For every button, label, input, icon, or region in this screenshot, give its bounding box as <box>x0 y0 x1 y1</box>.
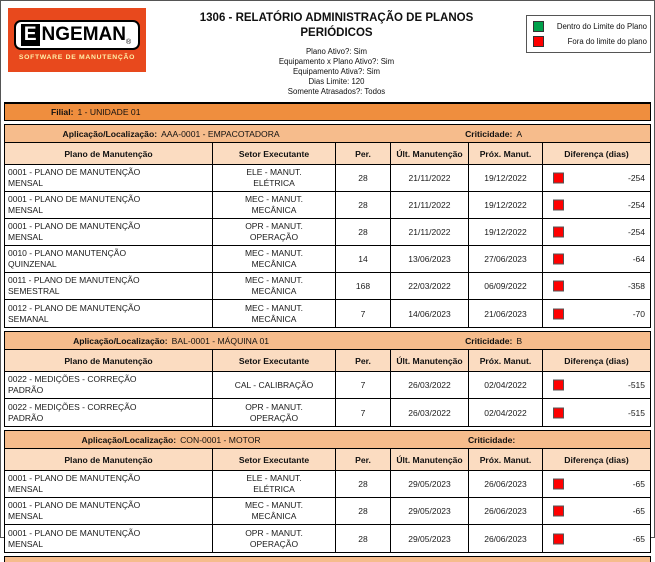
difference-cell <box>543 471 650 497</box>
location-cell <box>5 332 337 349</box>
location-cell <box>5 125 337 142</box>
report-filters <box>151 47 522 97</box>
next-maintenance-cell: 26/06/2023 <box>469 471 543 497</box>
sector-cell: MEC - MANUT. MECÂNICA <box>213 300 336 327</box>
report-header <box>1 1 654 102</box>
status-legend <box>526 15 651 53</box>
last-maintenance-cell: 26/03/2022 <box>391 372 469 398</box>
status-square-icon <box>553 227 564 238</box>
table-row <box>5 219 650 246</box>
legend-label: Fora do limite do plano <box>567 37 647 47</box>
column-header: Plano de Manutenção <box>5 449 213 470</box>
difference-value: -254 <box>627 200 645 210</box>
period-cell: 28 <box>336 192 391 218</box>
filial-label: Filial: <box>51 107 74 117</box>
status-square-icon <box>553 479 564 490</box>
sector-cell: CAL - CALIBRAÇÃO <box>213 372 336 398</box>
difference-cell <box>543 300 650 327</box>
last-maintenance-cell: 29/05/2023 <box>391 498 469 524</box>
column-header: Per. <box>336 449 391 470</box>
section-rows <box>5 165 650 327</box>
filter-line: Plano Ativo?: Sim <box>305 47 368 56</box>
filial-value: 1 - UNIDADE 01 <box>77 107 141 117</box>
criticality-label: Criticidade: <box>467 434 516 445</box>
plan-cell: 0001 - PLANO DE MANUTENÇÃO MENSAL <box>5 219 213 245</box>
legend-label: Dentro do Limite do Plano <box>556 21 647 31</box>
sector-cell: OPR - MANUT. OPERAÇÃO <box>213 525 336 552</box>
sections <box>4 121 651 553</box>
difference-cell <box>543 498 650 524</box>
difference-value: -65 <box>632 533 645 544</box>
next-maintenance-cell: 02/04/2022 <box>469 399 543 426</box>
column-header: Per. <box>336 143 391 164</box>
legend-row-in-limit <box>530 19 647 34</box>
next-maintenance-cell: 19/12/2022 <box>469 165 543 191</box>
period-cell: 28 <box>336 525 391 552</box>
location-value: BAL-0001 - MÁQUINA 01 <box>171 335 270 346</box>
report-table <box>4 102 651 562</box>
last-maintenance-cell: 13/06/2023 <box>391 246 469 272</box>
sector-cell: ELE - MANUT. ELÉTRICA <box>213 165 336 191</box>
table-row <box>5 273 650 300</box>
last-maintenance-cell: 26/03/2022 <box>391 399 469 426</box>
plan-cell: 0022 - MEDIÇÕES - CORREÇÃO PADRÃO <box>5 372 213 398</box>
period-cell: 7 <box>336 399 391 426</box>
column-header: Plano de Manutenção <box>5 143 213 164</box>
filter-line: Equipamento Ativa?: Sim <box>292 67 381 76</box>
section-rows <box>5 471 650 552</box>
plan-cell: 0012 - PLANO DE MANUTENÇÃO SEMANAL <box>5 300 213 327</box>
engeman-logo-plate <box>14 20 140 50</box>
difference-value: -358 <box>627 281 645 291</box>
status-square-icon <box>553 380 564 391</box>
red-square-icon <box>533 36 544 47</box>
last-maintenance-cell: 22/03/2022 <box>391 273 469 299</box>
period-cell: 28 <box>336 498 391 524</box>
last-maintenance-cell: 14/06/2023 <box>391 300 469 327</box>
next-maintenance-cell: 27/06/2023 <box>469 246 543 272</box>
engeman-logo <box>8 8 146 72</box>
criticality-value: A <box>516 128 523 139</box>
location-header-bar <box>5 332 650 350</box>
sector-cell: MEC - MANUT. MECÂNICA <box>213 273 336 299</box>
criticality-value: B <box>516 335 523 346</box>
location-label: Aplicação/Localização: <box>73 335 168 346</box>
location-header-bar <box>5 431 650 449</box>
location-section <box>4 430 651 553</box>
location-section <box>4 124 651 328</box>
table-row <box>5 300 650 327</box>
plan-cell: 0001 - PLANO DE MANUTENÇÃO MENSAL <box>5 525 213 552</box>
location-cell <box>5 431 337 448</box>
status-square-icon <box>553 533 564 544</box>
column-header: Últ. Manutenção <box>391 143 469 164</box>
location-value: CON-0001 - MOTOR <box>180 434 261 445</box>
column-header: Diferença (dias) <box>564 454 629 465</box>
criticality-cell <box>337 431 650 448</box>
sector-cell: MEC - MANUT. MECÂNICA <box>213 498 336 524</box>
last-maintenance-cell: 29/05/2023 <box>391 525 469 552</box>
period-cell: 28 <box>336 165 391 191</box>
plan-cell: 0001 - PLANO DE MANUTENÇÃO MENSAL <box>5 165 213 191</box>
status-square-icon <box>553 407 564 418</box>
difference-cell <box>543 165 650 191</box>
last-maintenance-cell: 21/11/2022 <box>391 219 469 245</box>
column-header-row <box>5 350 650 372</box>
sector-cell: MEC - MANUT. MECÂNICA <box>213 246 336 272</box>
green-square-icon <box>533 21 544 32</box>
criticality-cell <box>337 125 650 142</box>
next-maintenance-cell: 02/04/2022 <box>469 372 543 398</box>
sector-cell: ELE - MANUT. ELÉTRICA <box>213 471 336 497</box>
logo-tagline: SOFTWARE DE MANUTENÇÃO <box>18 53 136 61</box>
period-cell: 168 <box>336 273 391 299</box>
difference-value: -70 <box>632 308 645 319</box>
logo-letter-e: E <box>21 24 40 46</box>
last-maintenance-cell: 21/11/2022 <box>391 165 469 191</box>
report-title-line2: PERIÓDICOS <box>300 27 373 39</box>
next-maintenance-cell: 26/06/2023 <box>469 525 543 552</box>
sector-cell: OPR - MANUT. OPERAÇÃO <box>213 219 336 245</box>
period-cell: 28 <box>336 471 391 497</box>
sector-cell: OPR - MANUT. OPERAÇÃO <box>213 399 336 426</box>
column-header: Próx. Manut. <box>469 143 543 164</box>
status-square-icon <box>553 506 564 517</box>
next-maintenance-cell: 26/06/2023 <box>469 498 543 524</box>
column-header: Setor Executante <box>213 143 336 164</box>
difference-value: -515 <box>627 407 645 418</box>
difference-value: -65 <box>632 506 645 516</box>
column-header-row <box>5 143 650 165</box>
period-cell: 7 <box>336 300 391 327</box>
section-rows <box>5 372 650 426</box>
filter-line: Dias Limite: 120 <box>308 77 365 86</box>
difference-cell <box>543 192 650 218</box>
sector-cell: MEC - MANUT. MECÂNICA <box>213 192 336 218</box>
next-maintenance-cell: 19/12/2022 <box>469 192 543 218</box>
filter-line: Somente Atrasados?: Todos <box>287 87 386 96</box>
table-row <box>5 246 650 273</box>
next-maintenance-cell: 19/12/2022 <box>469 219 543 245</box>
period-cell: 14 <box>336 246 391 272</box>
column-header: Diferença (dias) <box>564 355 629 366</box>
next-maintenance-cell: 06/09/2022 <box>469 273 543 299</box>
column-header: Setor Executante <box>213 449 336 470</box>
registered-mark-icon: ® <box>125 38 132 46</box>
column-header-row <box>5 449 650 471</box>
plan-cell: 0001 - PLANO DE MANUTENÇÃO MENSAL <box>5 498 213 524</box>
difference-value: -254 <box>627 173 645 183</box>
difference-cell <box>543 372 650 398</box>
next-section-strip-cutoff <box>4 556 651 562</box>
criticality-cell <box>337 332 650 349</box>
table-row <box>5 192 650 219</box>
difference-value: -64 <box>632 254 645 264</box>
table-row <box>5 471 650 498</box>
difference-cell <box>543 273 650 299</box>
difference-value: -254 <box>627 227 645 237</box>
column-header: Últ. Manutenção <box>391 449 469 470</box>
plan-cell: 0022 - MEDIÇÕES - CORREÇÃO PADRÃO <box>5 399 213 426</box>
status-square-icon <box>553 200 564 211</box>
next-maintenance-cell: 21/06/2023 <box>469 300 543 327</box>
difference-cell <box>543 246 650 272</box>
period-cell: 28 <box>336 219 391 245</box>
period-cell: 7 <box>336 372 391 398</box>
last-maintenance-cell: 21/11/2022 <box>391 192 469 218</box>
difference-value: -515 <box>627 380 645 390</box>
criticality-label: Criticidade: <box>465 335 513 346</box>
report-title-line1: 1306 - RELATÓRIO ADMINISTRAÇÃO DE PLANOS <box>199 12 474 24</box>
last-maintenance-cell: 29/05/2023 <box>391 471 469 497</box>
column-header: Diferença (dias) <box>564 148 629 159</box>
plan-cell: 0001 - PLANO DE MANUTENÇÃO MENSAL <box>5 471 213 497</box>
difference-cell <box>543 525 650 552</box>
column-header: Próx. Manut. <box>469 350 543 371</box>
table-row <box>5 372 650 399</box>
status-square-icon <box>553 308 564 319</box>
table-row <box>5 399 650 426</box>
column-header: Per. <box>336 350 391 371</box>
plan-cell: 0011 - PLANO DE MANUTENÇÃO SEMESTRAL <box>5 273 213 299</box>
legend-row-out-limit <box>530 34 647 49</box>
column-header: Plano de Manutenção <box>5 350 213 371</box>
criticality-label: Criticidade: <box>465 128 513 139</box>
column-header: Próx. Manut. <box>469 449 543 470</box>
location-label: Aplicação/Localização: <box>62 128 158 139</box>
location-label: Aplicação/Localização: <box>81 434 177 445</box>
column-header: Setor Executante <box>213 350 336 371</box>
location-section <box>4 331 651 427</box>
column-header: Últ. Manutenção <box>391 350 469 371</box>
logo-wordmark: NGEMAN <box>41 23 126 45</box>
plan-cell: 0001 - PLANO DE MANUTENÇÃO MENSAL <box>5 192 213 218</box>
filter-line: Equipamento x Plano Ativo?: Sim <box>278 57 395 66</box>
status-square-icon <box>553 173 564 184</box>
difference-value: -65 <box>632 479 645 489</box>
title-block <box>151 11 522 97</box>
table-row <box>5 498 650 525</box>
status-square-icon <box>553 254 564 265</box>
difference-cell <box>543 399 650 426</box>
table-row <box>5 525 650 552</box>
location-header-bar <box>5 125 650 143</box>
table-row <box>5 165 650 192</box>
plan-cell: 0010 - PLANO MANUTENÇÃO QUINZENAL <box>5 246 213 272</box>
filial-bar <box>4 102 651 121</box>
location-value: AAA-0001 - EMPACOTADORA <box>161 128 280 139</box>
status-square-icon <box>553 281 564 292</box>
difference-cell <box>543 219 650 245</box>
